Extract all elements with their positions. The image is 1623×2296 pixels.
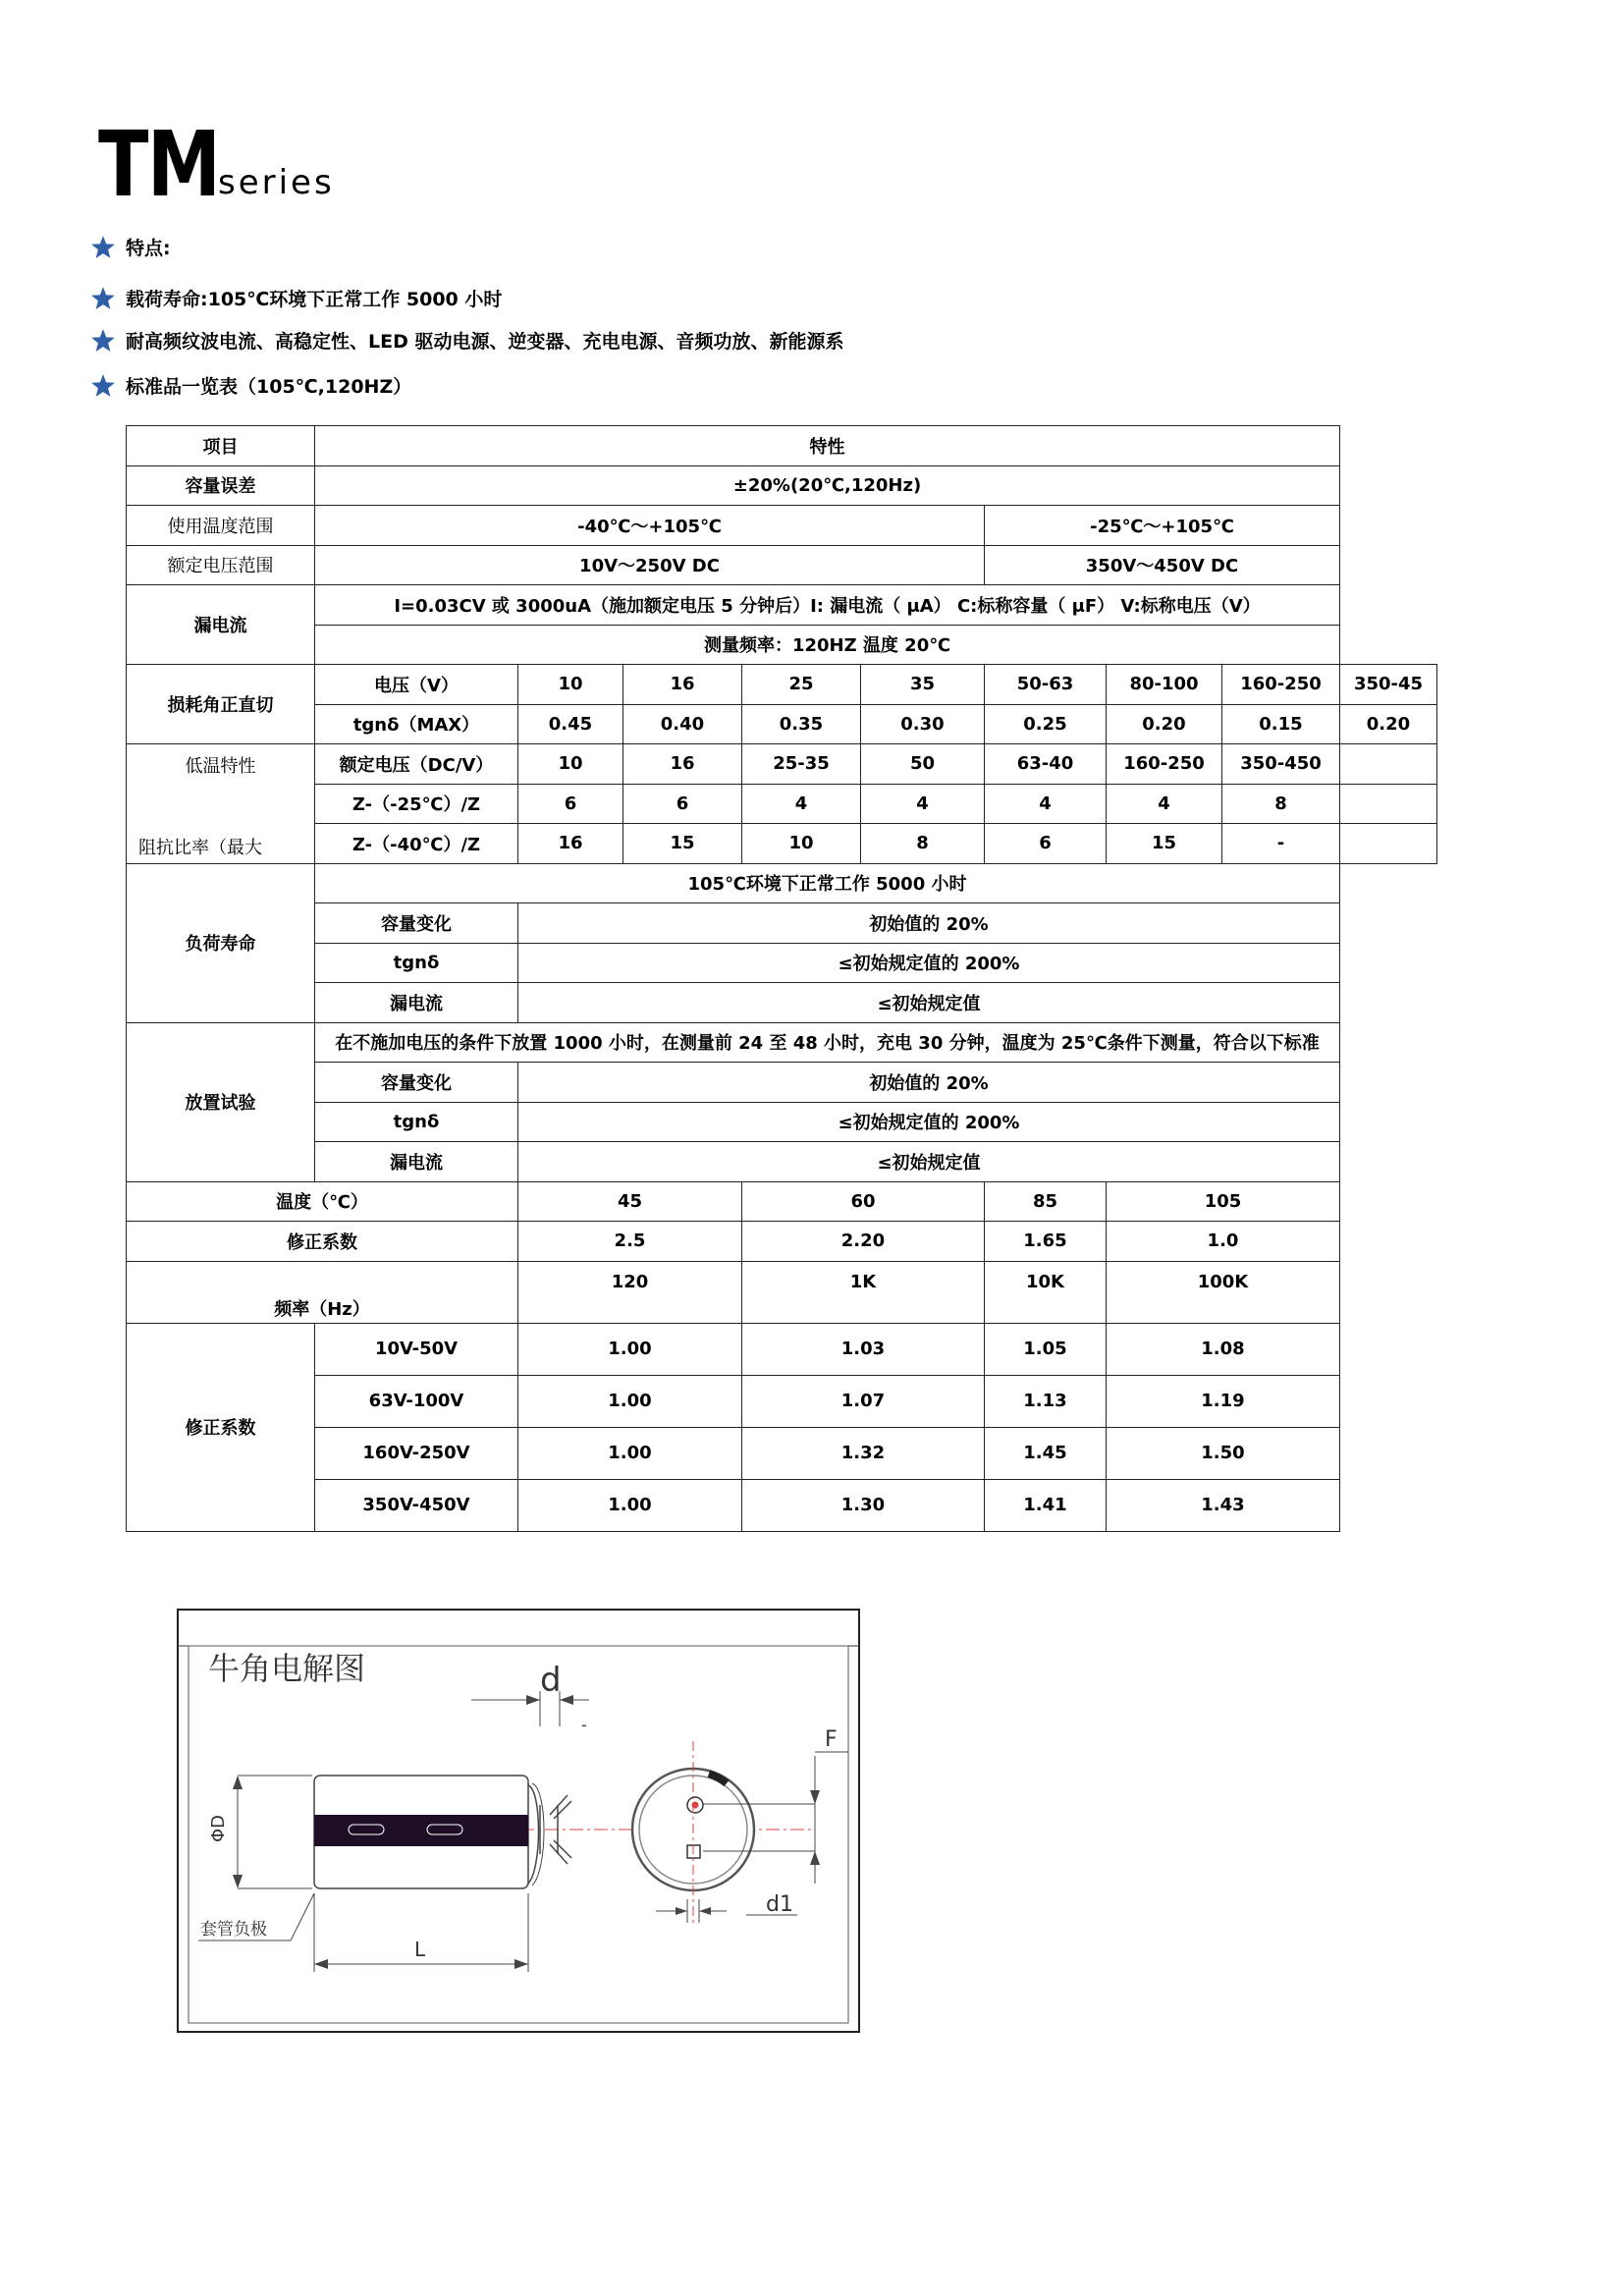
table-cell	[1340, 744, 1437, 785]
table-cell: 4	[985, 784, 1107, 824]
load-life-key: tgnδ	[315, 943, 518, 983]
table-cell: 1.00	[518, 1323, 742, 1375]
label-d: d	[540, 1661, 562, 1700]
temp-range-label: 使用温度范围	[127, 506, 315, 546]
header-item: 项目	[127, 426, 315, 466]
table-cell: 10	[742, 824, 861, 864]
series-name: TM	[98, 112, 220, 217]
label-l: L	[414, 1938, 426, 1961]
table-cell	[1340, 784, 1437, 824]
table-cell: -	[1222, 824, 1340, 864]
table-cell: 1.65	[985, 1222, 1107, 1262]
table-cell: 10	[518, 665, 623, 705]
table-cell: 10	[518, 744, 623, 785]
table-cell: 0.30	[861, 704, 985, 744]
table-cell: 0.45	[518, 704, 623, 744]
freq-coefficient-label: 修正系数	[127, 1323, 315, 1531]
load-life-value: ≤初始规定值的 200%	[518, 943, 1340, 983]
low-temp-label-cell	[127, 744, 315, 864]
table-cell: 1.50	[1107, 1427, 1340, 1479]
bullet-text: 载荷寿命:105℃环境下正常工作 5000 小时	[126, 289, 503, 310]
table-cell: 80-100	[1107, 665, 1222, 705]
impedance-ratio-label: 阻抗比率（最大	[138, 837, 262, 858]
voltage-range-b: 350V～450V DC	[985, 545, 1340, 585]
table-cell: 15	[623, 824, 742, 864]
table-cell: 1.08	[1107, 1323, 1340, 1375]
label-f: F	[825, 1727, 838, 1752]
table-cell: 4	[861, 784, 985, 824]
shelf-test-condition: 在不施加电压的条件下放置 1000 小时，在测量前 24 至 48 小时，充电 30 分钟，温度为 25℃条件下测量，符合以下标准	[315, 1022, 1340, 1063]
table-cell: 160-250	[1222, 665, 1340, 705]
load-life-key: 漏电流	[315, 983, 518, 1023]
table-cell: 0.25	[985, 704, 1107, 744]
table-cell: 1.00	[518, 1479, 742, 1531]
table-cell: 350-45	[1340, 665, 1437, 705]
table-cell: 16	[518, 824, 623, 864]
table-cell: 1.30	[742, 1479, 985, 1531]
bullet-applications	[90, 327, 843, 354]
temp-range-a: -40℃～+105℃	[315, 506, 985, 546]
star-icon	[90, 373, 116, 399]
bullet-text: 特点:	[126, 238, 171, 259]
load-life-condition: 105℃环境下正常工作 5000 小时	[315, 863, 1340, 903]
tan-delta-tgn-label: tgnδ（MAX）	[315, 704, 518, 744]
leakage-formula: I=0.03CV 或 3000uA（施加额定电压 5 分钟后）I: 漏电流（ μA） C:标称容量（ μF） V:标称电压（V）	[315, 585, 1340, 626]
table-cell: 6	[623, 784, 742, 824]
table-cell: 1.32	[742, 1427, 985, 1479]
table-cell: 16	[623, 665, 742, 705]
table-cell: 160-250	[1107, 744, 1222, 785]
table-cell: 60	[742, 1181, 985, 1222]
shelf-test-key: 漏电流	[315, 1142, 518, 1182]
table-cell: 1K	[742, 1261, 985, 1323]
star-icon	[90, 286, 116, 311]
load-life-key: 容量变化	[315, 903, 518, 944]
low-temp-label: 低温特性	[185, 756, 256, 777]
table-cell: 85	[985, 1181, 1107, 1222]
table-cell: 10K	[985, 1261, 1107, 1323]
header-characteristic: 特性	[315, 426, 1340, 466]
shelf-test-key: 容量变化	[315, 1063, 518, 1103]
table-cell: 2.5	[518, 1222, 742, 1262]
bullet-text: 耐高频纹波电流、高稳定性、LED 驱动电源、逆变器、充电电源、音频功放、新能源系	[126, 331, 844, 353]
table-cell: 1.41	[985, 1479, 1107, 1531]
table-cell: 100K	[1107, 1261, 1340, 1323]
table-cell: 1.43	[1107, 1479, 1340, 1531]
bullet-text: 标准品一览表（105℃,120HZ）	[126, 376, 412, 398]
table-cell: 8	[1222, 784, 1340, 824]
load-life-value: 初始值的 20%	[518, 903, 1340, 944]
voltage-range-a: 10V～250V DC	[315, 545, 985, 585]
leakage-label: 漏电流	[127, 585, 315, 665]
table-cell: 45	[518, 1181, 742, 1222]
voltage-range-cell: 63V-100V	[315, 1375, 518, 1427]
table-cell: 350-450	[1222, 744, 1340, 785]
temperature-label: 温度（℃）	[127, 1181, 518, 1222]
bullet-load-life	[90, 285, 502, 311]
table-cell: 1.00	[518, 1427, 742, 1479]
table-cell: 25-35	[742, 744, 861, 785]
table-cell: 6	[985, 824, 1107, 864]
bullet-standard-list	[90, 372, 411, 399]
table-cell: 2.20	[742, 1222, 985, 1262]
shelf-test-value: ≤初始规定值的 200%	[518, 1102, 1340, 1142]
table-cell: 4	[1107, 784, 1222, 824]
table-cell: 16	[623, 744, 742, 785]
temp-range-b: -25℃～+105℃	[985, 506, 1340, 546]
table-cell: 1.45	[985, 1427, 1107, 1479]
table-cell: 15	[1107, 824, 1222, 864]
bullet-features	[90, 234, 171, 260]
z25-label: Z-（-25℃）/Z	[315, 784, 518, 824]
series-suffix: series	[218, 163, 335, 202]
voltage-range-label: 额定电压范围	[127, 545, 315, 585]
table-cell: 0.40	[623, 704, 742, 744]
label-phi-d: ΦD	[208, 1814, 229, 1842]
voltage-range-cell: 10V-50V	[315, 1323, 518, 1375]
temp-coefficient-label: 修正系数	[127, 1222, 518, 1262]
sleeve-label: 套管负极	[200, 1920, 267, 1940]
table-cell: 1.13	[985, 1375, 1107, 1427]
table-cell: 25	[742, 665, 861, 705]
table-cell: 120	[518, 1261, 742, 1323]
tan-delta-voltage-label: 电压（V）	[315, 665, 518, 705]
table-cell: 50	[861, 744, 985, 785]
table-cell: 0.20	[1340, 704, 1437, 744]
table-cell: 1.03	[742, 1323, 985, 1375]
star-icon	[90, 235, 116, 260]
tan-delta-label: 损耗角正直切	[127, 665, 315, 744]
shelf-test-label: 放置试验	[127, 1022, 315, 1181]
load-life-label: 负荷寿命	[127, 863, 315, 1022]
frequency-label: 频率（Hz）	[127, 1261, 518, 1323]
table-cell: 1.0	[1107, 1222, 1340, 1262]
load-life-value: ≤初始规定值	[518, 983, 1340, 1023]
table-cell: 50-63	[985, 665, 1107, 705]
spec-table	[126, 425, 1437, 1532]
capacitor-drawing	[177, 1609, 860, 2033]
capacitance-tolerance-label: 容量误差	[127, 465, 315, 506]
shelf-test-key: tgnδ	[315, 1102, 518, 1142]
table-cell: 105	[1107, 1181, 1340, 1222]
table-cell: 4	[742, 784, 861, 824]
shelf-test-value: 初始值的 20%	[518, 1063, 1340, 1103]
table-cell: 0.35	[742, 704, 861, 744]
table-cell	[1340, 824, 1437, 864]
label-d1: d1	[766, 1892, 793, 1917]
table-cell: 1.00	[518, 1375, 742, 1427]
table-cell: 0.15	[1222, 704, 1340, 744]
z40-label: Z-（-40℃）/Z	[315, 824, 518, 864]
voltage-range-cell: 160V-250V	[315, 1427, 518, 1479]
series-title	[98, 112, 335, 217]
rated-voltage-label: 额定电压（DC/V）	[315, 744, 518, 785]
table-cell: 6	[518, 784, 623, 824]
table-cell: 1.07	[742, 1375, 985, 1427]
capacitance-tolerance-value: ±20%(20℃,120Hz)	[315, 465, 1340, 506]
table-cell: 1.05	[985, 1323, 1107, 1375]
leakage-measure: 测量频率：120HZ 温度 20℃	[315, 625, 1340, 665]
table-cell: 63-40	[985, 744, 1107, 785]
table-cell: 1.19	[1107, 1375, 1340, 1427]
shelf-test-value: ≤初始规定值	[518, 1142, 1340, 1182]
voltage-range-cell: 350V-450V	[315, 1479, 518, 1531]
label-dash: -	[581, 1716, 587, 1734]
star-icon	[90, 328, 116, 354]
table-cell: 35	[861, 665, 985, 705]
table-cell: 0.20	[1107, 704, 1222, 744]
table-cell: 8	[861, 824, 985, 864]
diagram-title: 牛角电解图	[208, 1650, 366, 1687]
